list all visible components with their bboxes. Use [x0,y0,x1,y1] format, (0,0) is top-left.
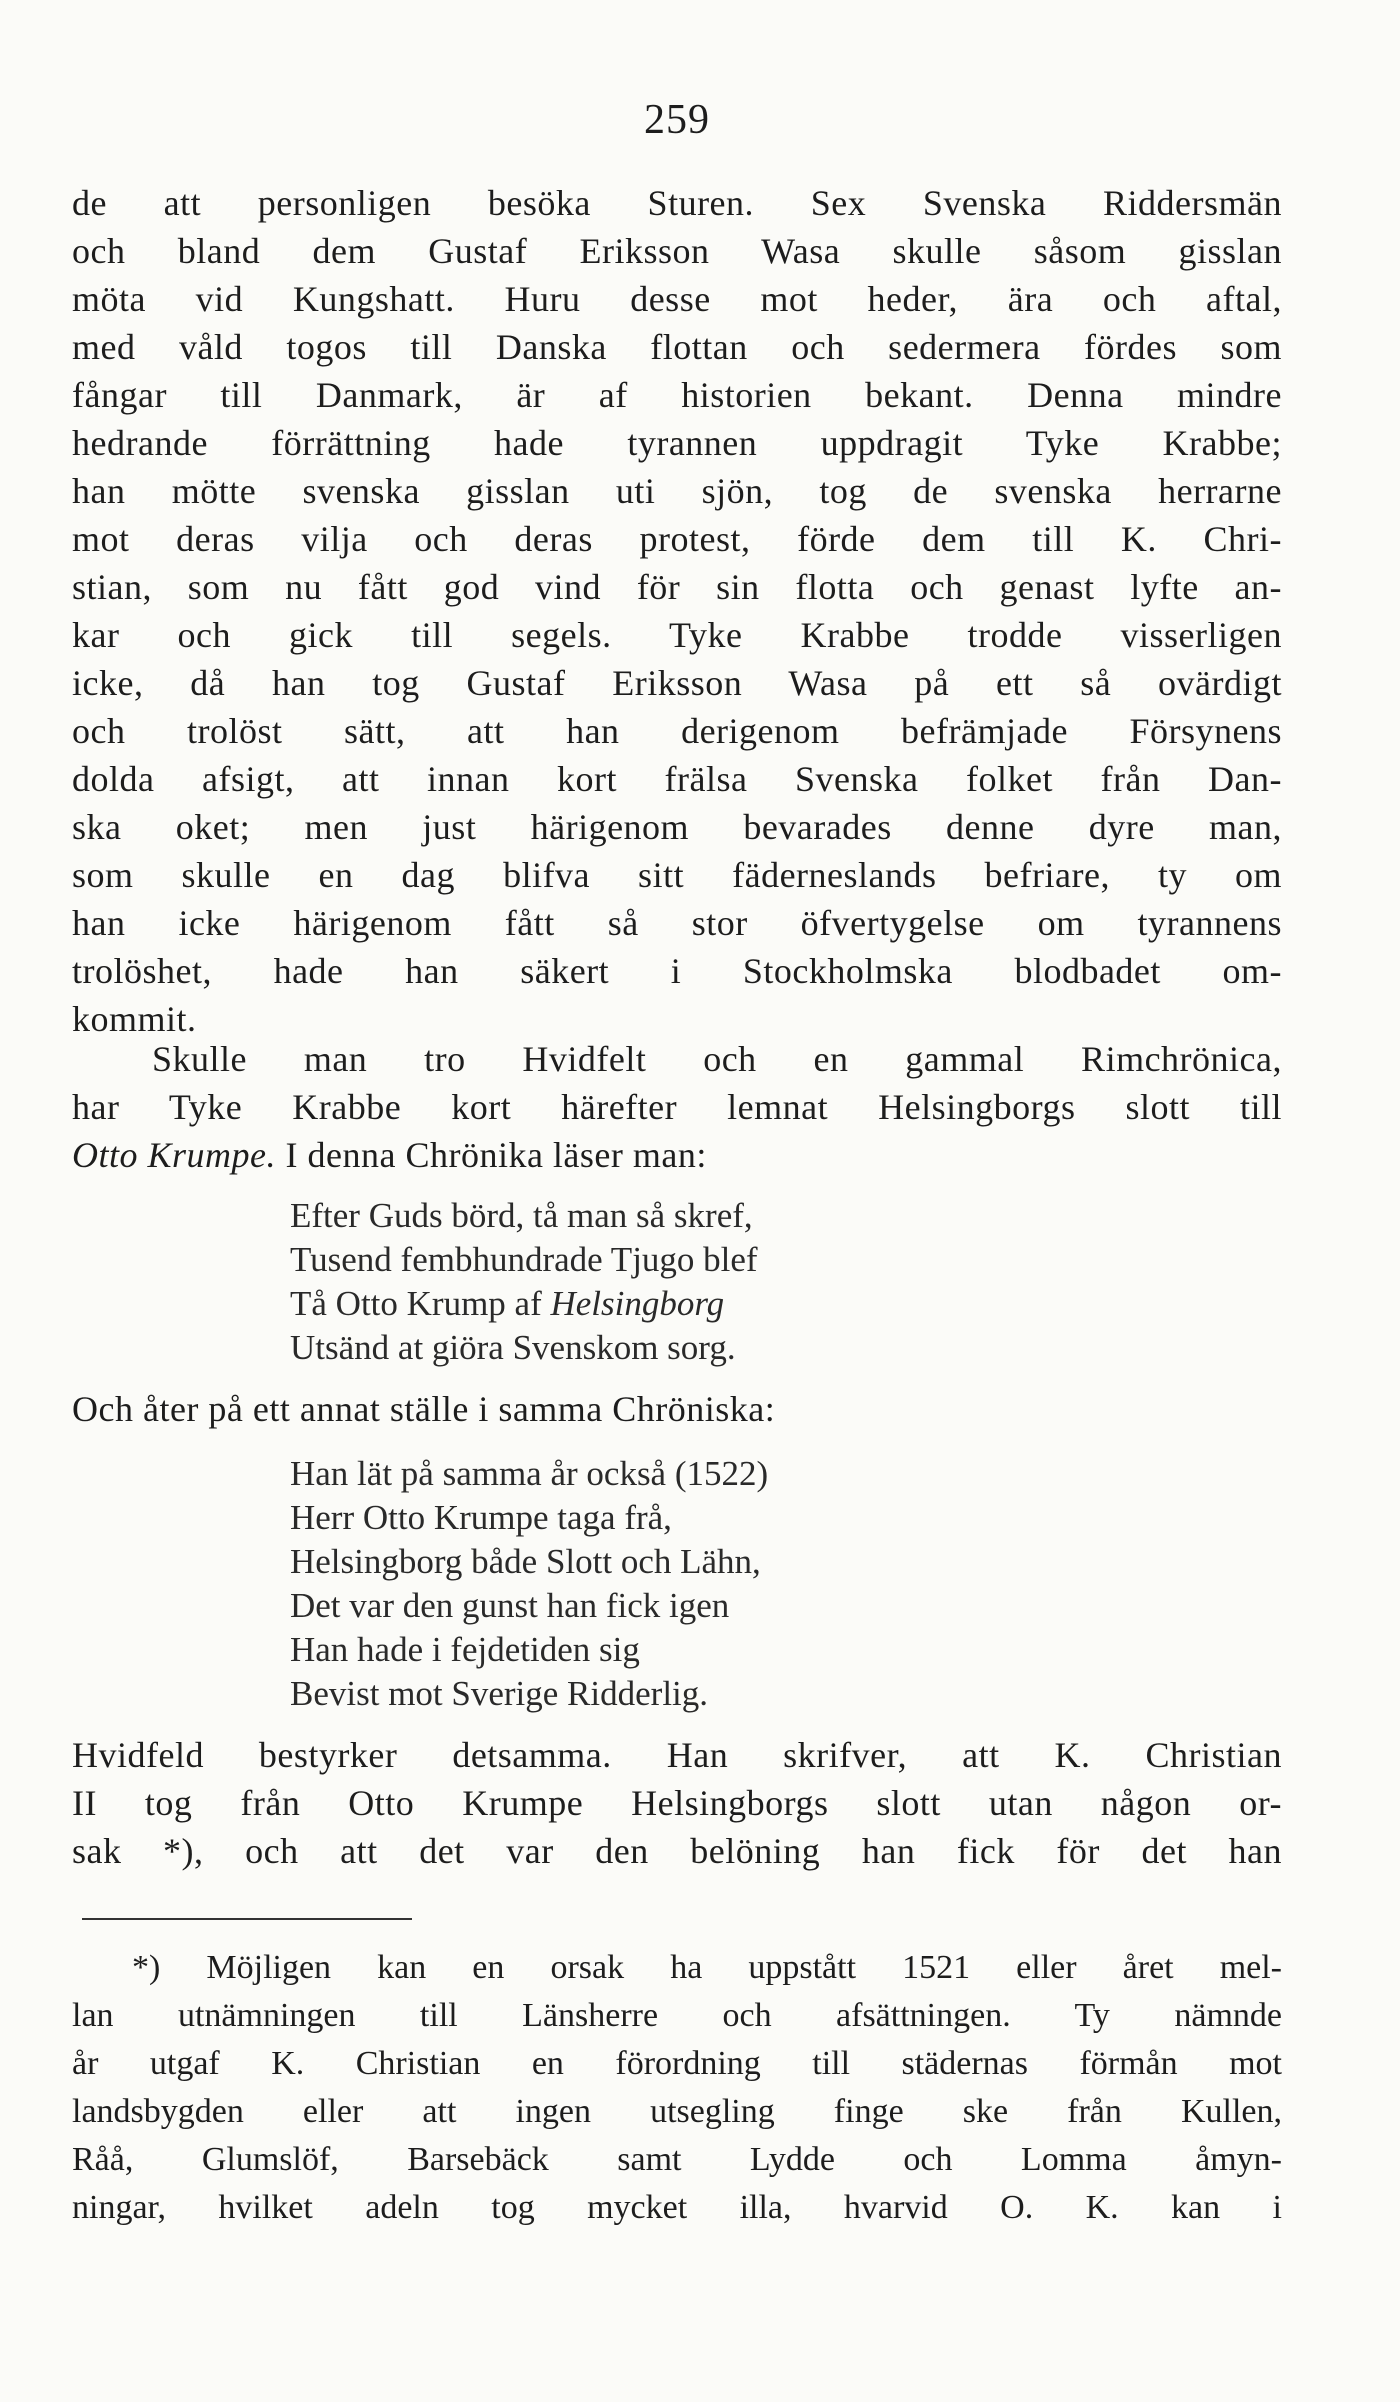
text-line: kar och gick till segels. Tyke Krabbe trodde visserligen [72,615,1282,655]
verse-line: Tusend fembhundrade Tjugo blef [290,1240,758,1279]
verse-line: Utsänd at giöra Svenskom sorg. [290,1328,736,1367]
text-line: som skulle en dag blifva sitt fäderneslands befriare, ty om [72,855,1282,895]
verse-line: Helsingborg både Slott och Lähn, [290,1542,761,1581]
footnote-line: år utgaf K. Christian en förordning till städernas förmån mot [72,2045,1282,2082]
text-line: har Tyke Krabbe kort härefter lemnat Helsingborgs slott till [72,1087,1282,1127]
text-line: och trolöst sätt, att han derigenom befrämjade Försynens [72,711,1282,751]
text-line: hedrande förrättning hade tyrannen uppdragit Tyke Krabbe; [72,423,1282,463]
text-run: Tå Otto Krump af [290,1284,551,1323]
footnote-line: lan utnämningen till Länsherre och afsättningen. Ty nämnde [72,1997,1282,2034]
emphasized-name: Otto Krumpe. [72,1135,276,1175]
text-line: kommit. [72,999,197,1039]
text-line: möta vid Kungshatt. Huru desse mot heder, ära och aftal, [72,279,1282,319]
text-line: och bland dem Gustaf Eriksson Wasa skulle såsom gisslan [72,231,1282,271]
verse-line: Han hade i fejdetiden sig [290,1630,640,1669]
text-line: Skulle man tro Hvidfelt och en gammal Rimchrönica, [152,1039,1282,1079]
document-page [72,0,1282,2402]
verse-line [290,1282,724,1326]
verse-line: Herr Otto Krumpe taga frå, [290,1498,672,1537]
text-line: Hvidfeld bestyrker detsamma. Han skrifver, att K. Christian [72,1735,1282,1775]
text-line: de att personligen besöka Sturen. Sex Svenska Riddersmän [72,183,1282,223]
text-line: han mötte svenska gisslan uti sjön, tog de svenska herrarne [72,471,1282,511]
page-number: 259 [644,97,710,143]
verse-line: Det var den gunst han fick igen [290,1586,730,1625]
verse-line: Han lät på samma år också (1522) [290,1454,769,1493]
text-line: fångar till Danmark, är af historien bekant. Denna mindre [72,375,1282,415]
text-line: trolöshet, hade han säkert i Stockholmska blodbadet om- [72,951,1282,991]
text-line: II tog från Otto Krumpe Helsingborgs slott utan någon or- [72,1783,1282,1823]
emphasized-place: Helsingborg [550,1284,725,1323]
verse-line: Efter Guds börd, tå man så skref, [290,1196,753,1235]
text-line: ska oket; men just härigenom bevarades denne dyre man, [72,807,1282,847]
text-line: Och åter på ett annat ställe i samma Chröniska: [72,1389,776,1429]
footnote-line: *) Möjligen kan en orsak ha uppstått 1521 eller året mel- [132,1949,1282,1986]
text-line: med våld togos till Danska flottan och sedermera fördes som [72,327,1282,367]
text-line: stian, som nu fått god vind för sin flotta och genast lyfte an- [72,567,1282,607]
footnote-divider [82,1918,412,1920]
text-run: I denna Chrönika läser man: [276,1135,707,1175]
footnote-line: landsbygden eller att ingen utsegling finge ske från Kullen, [72,2093,1282,2130]
verse-line: Bevist mot Sverige Ridderlig. [290,1674,709,1713]
text-line [72,1132,1282,1178]
text-line: icke, då han tog Gustaf Eriksson Wasa på ett så ovärdigt [72,663,1282,703]
text-line: han icke härigenom fått så stor öfvertygelse om tyrannens [72,903,1282,943]
footnote-line: ningar, hvilket adeln tog mycket illa, hvarvid O. K. kan i [72,2189,1282,2226]
text-line: mot deras vilja och deras protest, förde dem till K. Chri- [72,519,1282,559]
text-line: sak *), och att det var den belöning han fick för det han [72,1831,1282,1871]
text-line: dolda afsigt, att innan kort frälsa Svenska folket från Dan- [72,759,1282,799]
footnote-line: Råå, Glumslöf, Barsebäck samt Lydde och Lomma åmyn- [72,2141,1282,2178]
